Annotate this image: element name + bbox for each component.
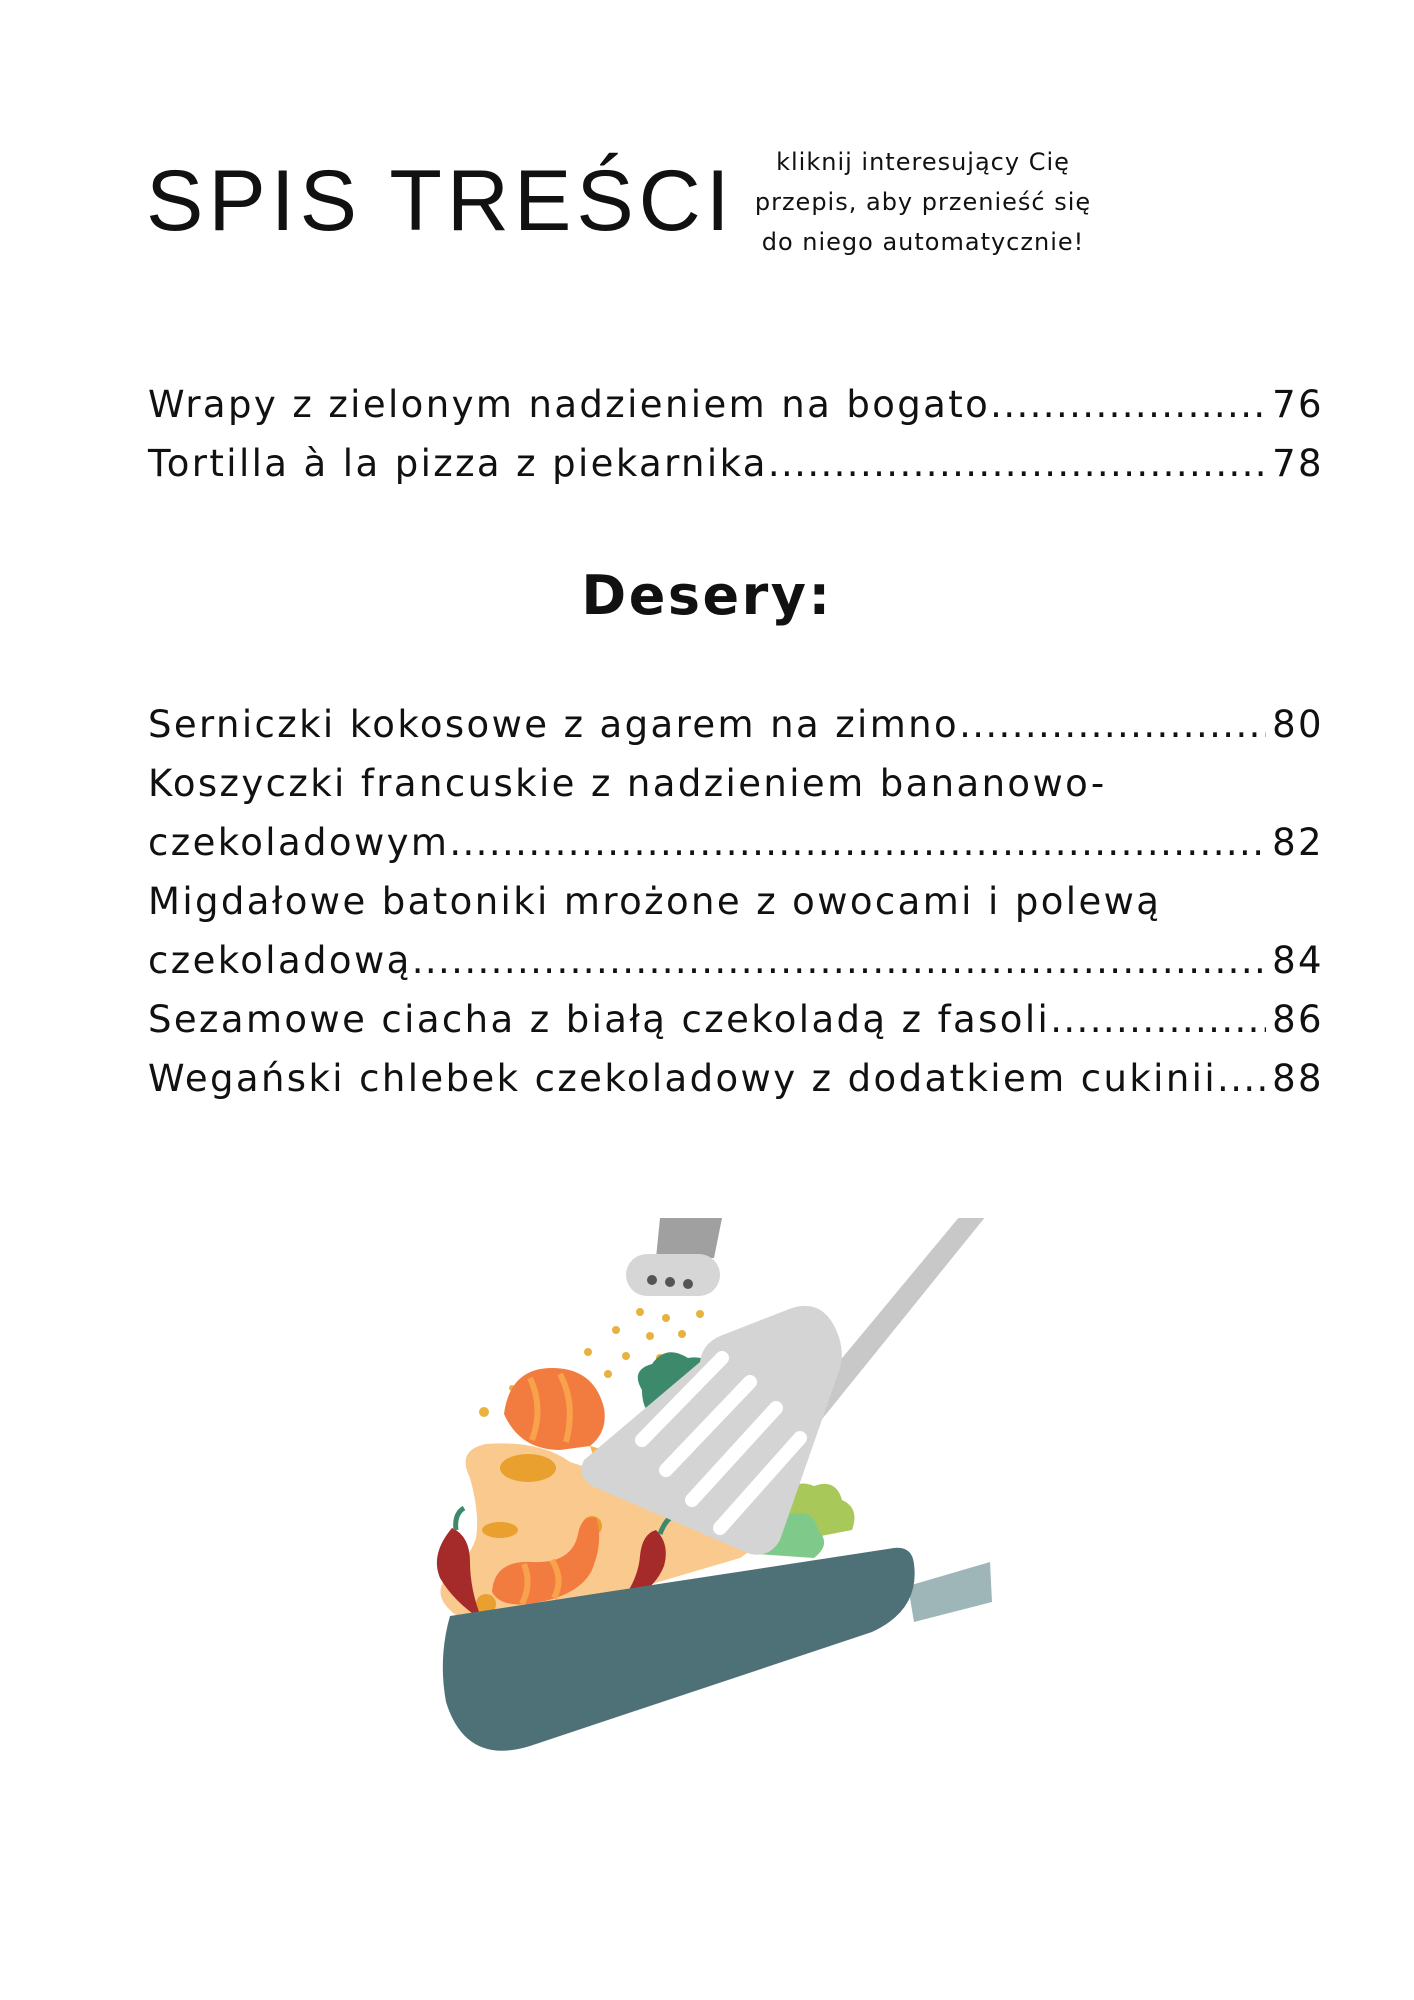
toc-list-desserts bbox=[148, 695, 1324, 1108]
frying-pan-spatula-icon bbox=[420, 1218, 1000, 1802]
toc-entry-line[interactable] bbox=[148, 813, 1324, 872]
toc-entry[interactable] bbox=[148, 990, 1324, 1049]
toc-entry-title[interactable]: czekoladową bbox=[148, 939, 412, 982]
dot-leader bbox=[768, 434, 1266, 493]
toc-entry-page[interactable]: 76 bbox=[1272, 383, 1324, 426]
toc-entry-title[interactable]: czekoladowym bbox=[148, 821, 450, 864]
toc-entry-title[interactable]: Sezamowe ciacha z białą czekoladą z fasoli bbox=[148, 998, 1051, 1041]
toc-entry-title[interactable]: Tortilla à la pizza z piekarnika bbox=[148, 442, 768, 485]
hint-line-1: kliknij interesujący Cię bbox=[776, 148, 1070, 176]
section-title-desserts: Desery: bbox=[581, 564, 833, 627]
navigation-hint bbox=[728, 142, 1118, 262]
hint-line-2: przepis, aby przenieść się bbox=[754, 188, 1092, 216]
toc-entry-line[interactable] bbox=[148, 1049, 1324, 1108]
toc-entry-title[interactable]: Wrapy z zielonym nadzieniem na bogato bbox=[148, 383, 991, 426]
toc-entry-title-line-1[interactable]: Koszyczki francuskie z nadzieniem bananowo- bbox=[148, 762, 1107, 805]
toc-entry-line[interactable] bbox=[148, 931, 1324, 990]
toc-list-main bbox=[148, 375, 1324, 493]
toc-entry-line[interactable] bbox=[148, 695, 1324, 754]
toc-entry-title-line-1[interactable]: Migdałowe batoniki mrożone z owocami i polewą bbox=[148, 880, 1162, 923]
dot-leader bbox=[1050, 990, 1266, 1049]
dot-leader bbox=[449, 813, 1266, 872]
dot-leader bbox=[959, 695, 1266, 754]
toc-entry[interactable] bbox=[148, 872, 1324, 990]
salt-shaker-icon bbox=[626, 1218, 722, 1296]
toc-entry[interactable] bbox=[148, 754, 1324, 872]
toc-entry[interactable] bbox=[148, 695, 1324, 754]
toc-entry-line[interactable] bbox=[148, 375, 1324, 434]
toc-entry-title[interactable]: Serniczki kokosowe z agarem na zimno bbox=[148, 703, 960, 746]
toc-entry-line[interactable] bbox=[148, 990, 1324, 1049]
toc-entry[interactable] bbox=[148, 434, 1324, 493]
dot-leader bbox=[412, 931, 1266, 990]
dot-leader bbox=[1217, 1049, 1266, 1108]
toc-entry-page[interactable]: 80 bbox=[1272, 703, 1324, 746]
toc-entry-page[interactable]: 88 bbox=[1272, 1057, 1324, 1100]
toc-entry-page[interactable]: 84 bbox=[1272, 939, 1324, 982]
toc-entry-title[interactable]: Wegański chlebek czekoladowy z dodatkiem cukinii bbox=[148, 1057, 1218, 1100]
toc-entry-line[interactable] bbox=[148, 434, 1324, 493]
toc-entry[interactable] bbox=[148, 1049, 1324, 1108]
toc-entry[interactable] bbox=[148, 375, 1324, 434]
hint-line-3: do niego automatycznie! bbox=[761, 228, 1085, 256]
toc-entry-page[interactable]: 78 bbox=[1272, 442, 1324, 485]
dot-leader bbox=[990, 375, 1266, 434]
page-title: SPIS TREŚCI bbox=[146, 153, 735, 249]
toc-entry-page[interactable]: 86 bbox=[1272, 998, 1324, 1041]
toc-entry-page[interactable]: 82 bbox=[1272, 821, 1324, 864]
